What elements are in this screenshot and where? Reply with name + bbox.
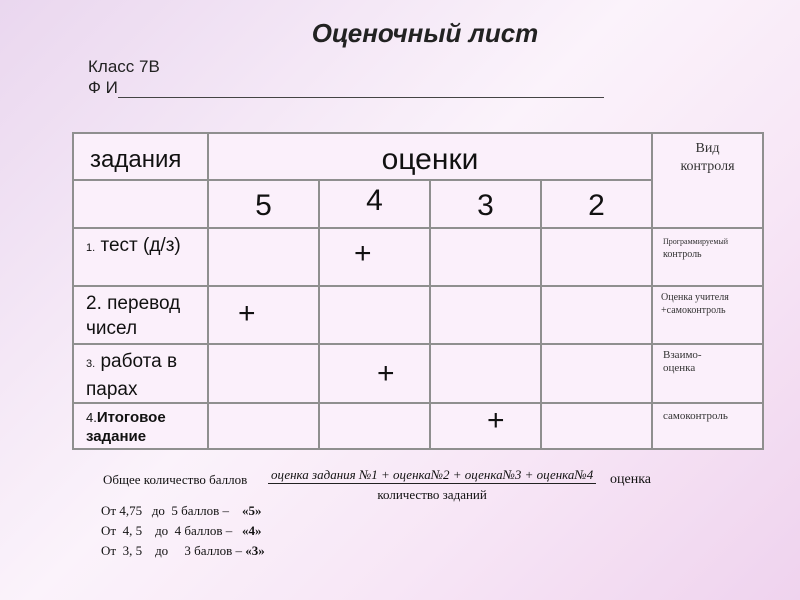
grade-number: 4 [366, 184, 383, 217]
scale-line [101, 503, 262, 519]
grade-cell[interactable] [541, 403, 652, 449]
grade-header-5 [208, 180, 319, 228]
grade-header-3 [430, 180, 541, 228]
control-text: оценка [663, 362, 696, 374]
scale-text: От 3, 5 до 3 баллов – [101, 543, 246, 558]
header-grades-cell [208, 133, 652, 180]
task-cell [73, 286, 208, 344]
grade-cell[interactable] [208, 403, 319, 449]
control-cell [652, 228, 763, 286]
header-tasks: задания [90, 146, 182, 173]
grade-table [72, 132, 764, 450]
grade-cell[interactable] [208, 344, 319, 403]
control-text: самоконтроль [663, 410, 728, 422]
grade-header-2 [541, 180, 652, 228]
name-blank[interactable] [118, 81, 604, 98]
task-number: 2. [86, 293, 102, 314]
task-cell [73, 403, 208, 449]
grade-cell[interactable] [319, 344, 430, 403]
class-line: Класс 7В [88, 57, 160, 76]
grade-cell[interactable] [541, 286, 652, 344]
scale-text: От 4,75 до 5 баллов – [101, 503, 243, 518]
formula [268, 467, 596, 503]
control-cell [652, 403, 763, 449]
page-title: Оценочный лист [311, 18, 539, 48]
grade-label: оценка [610, 472, 652, 487]
grade-cell[interactable] [208, 286, 319, 344]
header-tasks-cell [73, 133, 208, 180]
control-text: +самоконтроль [661, 305, 726, 316]
scale-line [101, 523, 262, 539]
table-row [73, 286, 763, 344]
header-control-line1: Вид [695, 141, 720, 156]
scale-grade: «5» [242, 503, 262, 518]
mark-plus: + [354, 237, 372, 270]
control-cell [652, 344, 763, 403]
scale-text: От 4, 5 до 4 баллов – [101, 523, 243, 538]
grade-cell[interactable] [541, 228, 652, 286]
scale-line [101, 543, 265, 559]
grade-cell[interactable] [208, 228, 319, 286]
formula-numerator: оценка задания №1 + оценка№2 + оценка№3 + оценка№4 [268, 467, 596, 484]
task-label: работа в парах [86, 351, 178, 400]
mark-plus: + [377, 357, 395, 390]
table-row [73, 228, 763, 286]
task-cell [73, 228, 208, 286]
grade-cell[interactable] [430, 403, 541, 449]
task-label: тест (д/з) [100, 235, 181, 256]
grade-cell[interactable] [430, 344, 541, 403]
task-number: 1. [86, 242, 96, 254]
task-number: 4. [86, 410, 97, 425]
mark-plus: + [487, 404, 505, 437]
grade-cell[interactable] [319, 403, 430, 449]
control-text: контроль [663, 249, 702, 260]
header-control-line2: контроля [680, 159, 735, 174]
name-line[interactable] [88, 78, 604, 98]
fio-label: Ф И [88, 78, 118, 97]
task-label: перевод чисел [86, 293, 181, 339]
task-number: 3. [86, 358, 96, 370]
grade-cell[interactable] [319, 228, 430, 286]
control-text: Взаимо- [663, 349, 702, 361]
task-cell [73, 344, 208, 403]
grade-cell[interactable] [319, 286, 430, 344]
control-text: Программируемый [663, 237, 729, 246]
formula-denominator: количество заданий [377, 487, 487, 502]
total-label: Общее количество баллов [103, 472, 248, 487]
blank-cell [73, 180, 208, 228]
table-row [73, 403, 763, 449]
header-control-cell [652, 133, 763, 228]
mark-plus: + [238, 297, 256, 330]
control-cell [652, 286, 763, 344]
grade-cell[interactable] [430, 286, 541, 344]
control-text: Оценка учителя [661, 292, 729, 303]
task-label: Итоговое задание [86, 409, 166, 445]
grade-header-4 [319, 180, 430, 228]
grade-cell[interactable] [541, 344, 652, 403]
grade-number: 3 [477, 189, 494, 222]
grade-number: 2 [588, 189, 605, 222]
header-grades: оценки [381, 143, 479, 176]
grade-cell[interactable] [430, 228, 541, 286]
scale-grade: «4» [242, 523, 262, 538]
scale-grade: «3» [245, 543, 265, 558]
table-row [73, 344, 763, 403]
grade-number: 5 [255, 189, 272, 222]
